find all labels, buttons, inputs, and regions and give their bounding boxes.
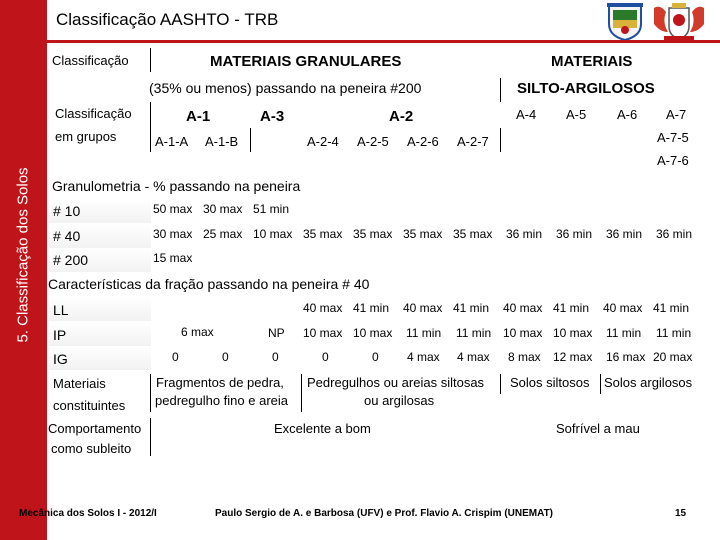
subgroup-a24: A-2-4: [307, 134, 339, 149]
footer-authors: Paulo Sergio de A. e Barbosa (UFV) e Prof. Flavio A. Crispim (UNEMAT): [215, 508, 554, 519]
subgroup-a76: A-7-6: [657, 153, 689, 168]
subgroup-a27: A-2-7: [457, 134, 489, 149]
group-a6: A-6: [617, 107, 638, 122]
group-a1: A-1: [186, 108, 211, 125]
materials-separator-1: [150, 374, 151, 412]
header-separator-right: [500, 78, 501, 102]
sieve40-a25: 35 max: [353, 227, 393, 241]
materials-label-1: Materiais: [53, 376, 106, 391]
ip-a4: 10 max: [503, 326, 543, 340]
header-divider: [47, 40, 720, 43]
ll-a7: 41 min: [653, 301, 690, 315]
sieve40-a27: 35 max: [453, 227, 493, 241]
materials-granular-1-line2: pedregulho fino e areia: [155, 393, 288, 408]
subgroup-a75: A-7-5: [657, 130, 689, 145]
sieve40-a6: 36 min: [606, 227, 643, 241]
ig-a1b: 0: [222, 350, 229, 364]
sieve40-a3: 10 max: [253, 227, 293, 241]
sieve40-a24: 35 max: [303, 227, 343, 241]
ig-a4: 8 max: [508, 350, 541, 364]
behavior-label-1: Comportamento: [48, 421, 142, 436]
materials-separator-4: [600, 374, 601, 394]
ig-a3: 0: [272, 350, 279, 364]
group-label-1: Classificação: [55, 106, 132, 121]
materials-clayey: Solos argilosos: [604, 375, 693, 390]
ig-a7: 20 max: [653, 350, 693, 364]
sieve200-a1a: 15 max: [153, 251, 193, 265]
slide-title: Classificação AASHTO - TRB: [56, 10, 279, 29]
materials-separator-3: [500, 374, 501, 394]
behavior-separator: [150, 418, 151, 456]
ip-a27: 11 min: [456, 326, 492, 340]
group-a3: A-3: [260, 108, 285, 125]
materials-separator-2: [301, 374, 302, 412]
ip-a25: 10 max: [353, 326, 393, 340]
ip-a6: 11 min: [606, 326, 642, 340]
sieve40-a5: 36 min: [556, 227, 593, 241]
granular-materials-subtitle: (35% ou menos) passando na peneira #200: [149, 80, 422, 96]
header-separator-left: [150, 48, 151, 72]
sieve40-a4: 36 min: [506, 227, 543, 241]
ig-a5: 12 max: [553, 350, 593, 364]
ll-label: LL: [53, 302, 69, 318]
ip-a26: 11 min: [406, 326, 442, 340]
subgroup-a1b: A-1-B: [205, 134, 239, 149]
group-a5: A-5: [566, 107, 587, 122]
materials-label-2: constituintes: [53, 398, 126, 413]
materials-granular-1-line1: Fragmentos de pedra,: [156, 375, 284, 390]
ig-a24: 0: [322, 350, 329, 364]
materials-silty: Solos siltosos: [510, 375, 590, 390]
ig-a1a: 0: [172, 350, 179, 364]
coat-of-arms-icon: [652, 2, 706, 42]
ll-a27: 41 min: [453, 301, 490, 315]
fraction-title: Características da fração passando na peneira # 40: [48, 276, 370, 292]
materials-granular-2-line2: ou argilosas: [364, 393, 435, 408]
subgroup-a25: A-2-5: [357, 134, 389, 149]
ip-a24: 10 max: [303, 326, 343, 340]
silty-clay-title-1: MATERIAIS: [551, 53, 633, 70]
behavior-label-2: como subleito: [51, 441, 132, 456]
university-crest-icon: [603, 2, 647, 42]
group-separator-1: [150, 102, 151, 152]
materials-granular-2-line1: Pedregulhos ou areias siltosas: [307, 375, 485, 390]
ll-a26: 40 max: [403, 301, 443, 315]
ip-a3: NP: [268, 326, 285, 340]
ll-a24: 40 max: [303, 301, 343, 315]
ig-a25: 0: [372, 350, 379, 364]
ip-a7: 11 min: [656, 326, 692, 340]
sieve10-a1a: 50 max: [153, 202, 193, 216]
sieve10-a3: 51 min: [253, 202, 290, 216]
subgroup-a1a: A-1-A: [155, 134, 189, 149]
sieve10-a1b: 30 max: [203, 202, 243, 216]
group-a7: A-7: [666, 107, 687, 122]
ip-label: IP: [53, 327, 67, 343]
group-label-2: em grupos: [55, 129, 117, 144]
group-a4: A-4: [516, 107, 537, 122]
classification-label: Classificação: [52, 53, 129, 68]
sieve40-a7: 36 min: [656, 227, 693, 241]
subgroup-a26: A-2-6: [407, 134, 439, 149]
sieve40-a1a: 30 max: [153, 227, 193, 241]
ig-a26: 4 max: [407, 350, 440, 364]
silty-clay-title-2: SILTO-ARGILOSOS: [517, 80, 655, 97]
sidebar: [0, 0, 47, 540]
ll-a6: 40 max: [603, 301, 643, 315]
granular-materials-title: MATERIAIS GRANULARES: [210, 53, 402, 70]
granulometry-title: Granulometria - % passando na peneira: [52, 178, 301, 194]
ll-a5: 41 min: [553, 301, 590, 315]
group-separator-2: [250, 128, 251, 152]
sieve40-a1b: 25 max: [203, 227, 243, 241]
behavior-poor: Sofrível a mau: [556, 421, 640, 436]
behavior-good: Excelente a bom: [274, 421, 371, 436]
footer-course: Mecânica dos Solos I - 2012/I: [19, 508, 157, 519]
ip-a1: 6 max: [181, 325, 214, 339]
sieve10-label: # 10: [53, 203, 81, 219]
footer-page-number: 15: [675, 508, 687, 519]
group-a2: A-2: [389, 108, 414, 125]
ip-a5: 10 max: [553, 326, 593, 340]
ll-a25: 41 min: [353, 301, 390, 315]
sieve200-label: # 200: [53, 252, 89, 268]
sieve40-label: # 40: [53, 228, 81, 244]
ig-a27: 4 max: [457, 350, 490, 364]
ll-a4: 40 max: [503, 301, 543, 315]
sidebar-label: 5. Classificação dos Solos: [14, 167, 32, 343]
ig-a6: 16 max: [606, 350, 646, 364]
group-separator-3: [500, 128, 501, 152]
sieve40-a26: 35 max: [403, 227, 443, 241]
ig-label: IG: [53, 351, 68, 367]
